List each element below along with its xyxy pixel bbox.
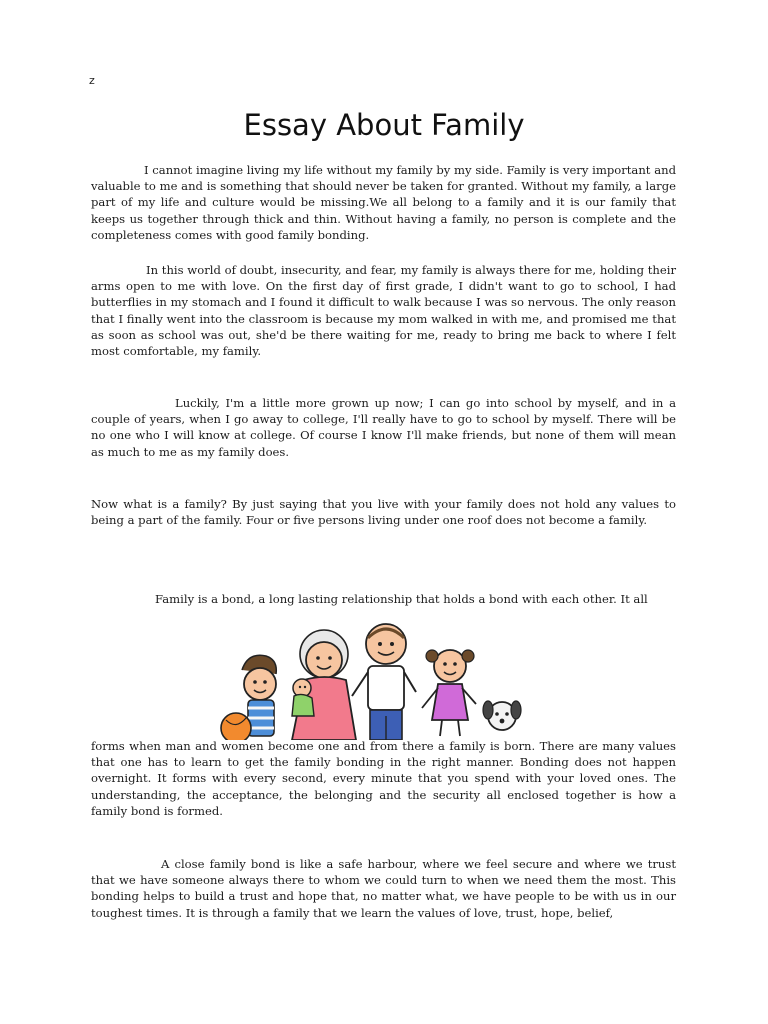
paragraph-5: Family is a bond, a long lasting relationship that holds a bond with each other. It all bbox=[155, 592, 648, 606]
family-drawing-icon bbox=[218, 612, 564, 740]
paragraph-6: forms when man and women become one and from there a family is born. There are many values that one has to learn to get the family bonding in the right manner. Bonding does not happen overnight. It forms with every second, every minute that you spend with your loved ones. The understanding, the acceptance, the belonging and the security all enclosed together is how a family bond is formed. bbox=[91, 739, 676, 818]
paragraph-3: Luckily, I'm a little more grown up now; I can go into school by myself, and in a couple of years, when I go away to college, I'll really have to go to school by myself. There will be no one who I will know at college. Of course I know I'll make friends, but none of them will mean as much to me as my family does. bbox=[91, 396, 676, 459]
page-title: Essay About Family bbox=[243, 108, 525, 142]
paragraph-2: In this world of doubt, insecurity, and fear, my family is always there for me, holding their arms open to me with love. On the first day of first grade, I didn't want to go to school, I had butterflies in my stomach and I found it difficult to walk because I was so nervous. The only reason that I finally went into the classroom is because my mom walked in with me, and promised me that as soon as school was out, she'd be there waiting for me, ready to bring me back to where I felt most comfortable, my family. bbox=[91, 263, 676, 359]
grandma-figure bbox=[292, 630, 356, 740]
paragraph-1: I cannot imagine living my life without my family by my side. Family is very important and valuable to me and is something that should never be taken for granted. Without my family, a large part of my life and culture would be missing.We all belong to a family and it is our family that keeps us together through thick and thin. Without having a family, no person is complete and the completeness comes with good family bonding. bbox=[91, 163, 676, 242]
corner-mark: z bbox=[89, 74, 95, 87]
dad-figure bbox=[352, 624, 416, 740]
paragraph-4: Now what is a family? By just saying that you live with your family does not hold any values to being a part of the family. Four or five persons living under one roof does not become a family. bbox=[91, 497, 676, 528]
boy-figure bbox=[221, 655, 276, 740]
girl-figure bbox=[422, 650, 476, 736]
dog-figure bbox=[483, 701, 521, 730]
paragraph-7: A close family bond is like a safe harbour, where we feel secure and where we trust that we have someone always there to whom we could turn to when we need them the most. This bonding helps to build a trust and hope that, no matter what, we have people to be with us in our toughest times. It is through a family that we learn the values of love, trust, hope, belief, bbox=[91, 857, 676, 920]
